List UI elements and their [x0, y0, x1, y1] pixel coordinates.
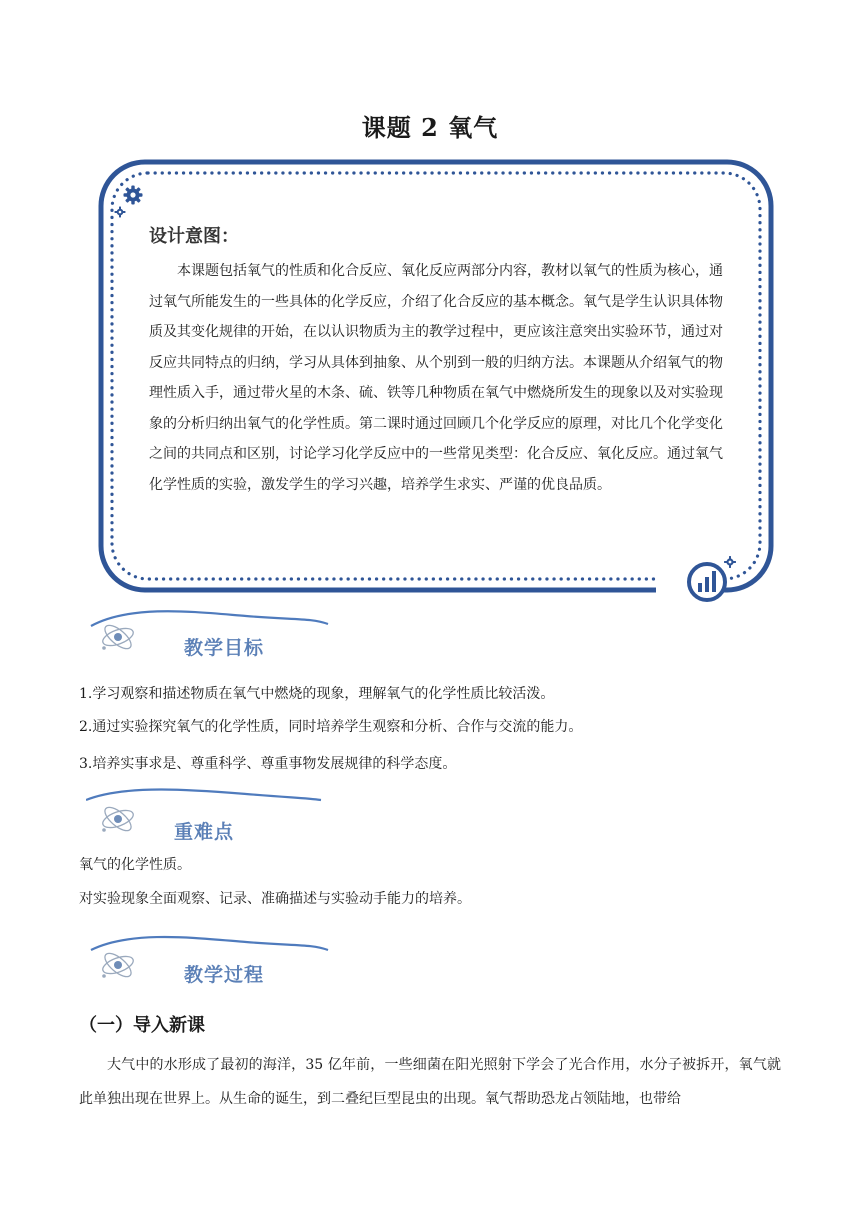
banner-label: 教学过程 [184, 964, 265, 986]
key-point-item: 氧气的化学性质。 [79, 857, 191, 873]
objective-item: 2.通过实验探究氧气的化学性质，同时培养学生观察和分析、合作与交流的能力。 [79, 719, 583, 735]
gear-icon [112, 182, 146, 222]
objective-item: 3.培养实事求是、尊重科学、尊重事物发展规律的科学态度。 [79, 756, 457, 772]
banner-label: 教学目标 [184, 637, 265, 659]
bar-chart-icon [682, 552, 742, 612]
design-intent-box [96, 158, 776, 598]
objective-item: 1.学习观察和描述物质在氧气中燃烧的现象，理解氧气的化学性质比较活泼。 [79, 686, 555, 702]
banner-objectives [86, 604, 336, 660]
section-heading: （一）导入新课 [79, 1015, 205, 1036]
page-title: 课题 2 氧气 [361, 113, 499, 142]
design-heading: 设计意图： [149, 226, 239, 247]
banner-label: 重难点 [174, 821, 235, 843]
banner-key-points [86, 786, 336, 842]
body-paragraph: 大气中的水形成了最初的海洋，35 亿年前，一些细菌在阳光照射下学会了光合作用，水分子被拆开，氧气就此单独出现在世界上。从生命的诞生，到二叠纪巨型昆虫的出现。氧气帮助恐龙占领陆地，也带给 [79, 1057, 781, 1107]
banner-process [86, 932, 336, 988]
key-point-item: 对实验现象全面观察、记录、准确描述与实验动手能力的培养。 [79, 891, 471, 907]
design-text: 本课题包括氧气的性质和化合反应、氧化反应两部分内容，教材以氧气的性质为核心，通过氧气所能发生的一些具体的化学反应，介绍了化合反应的基本概念。氧气是学生认识具体物质及其变化规律的开始，在以认识物质为主的教学过程中，更应该注意突出实验环节，通过对反应共同特点的归纳，学习从具体到抽象、从个别到一般的归纳方法。本课题从介绍氧气的物理性质入手，通过带火星的木条、硫、铁等几种物质在氧气中燃烧所发生的现象以及对实验现象的分析归纳出氧气的化学性质。第二课时通过回顾几个化学反应的原理，对比几个化学变化之间的共同点和区别，讨论学习化学反应中的一些常见类型：化合反应、氧化反应。通过氧气化学性质的实验，激发学生的学习兴趣，培养学生求实、严谨的优良品质。 [149, 263, 723, 493]
